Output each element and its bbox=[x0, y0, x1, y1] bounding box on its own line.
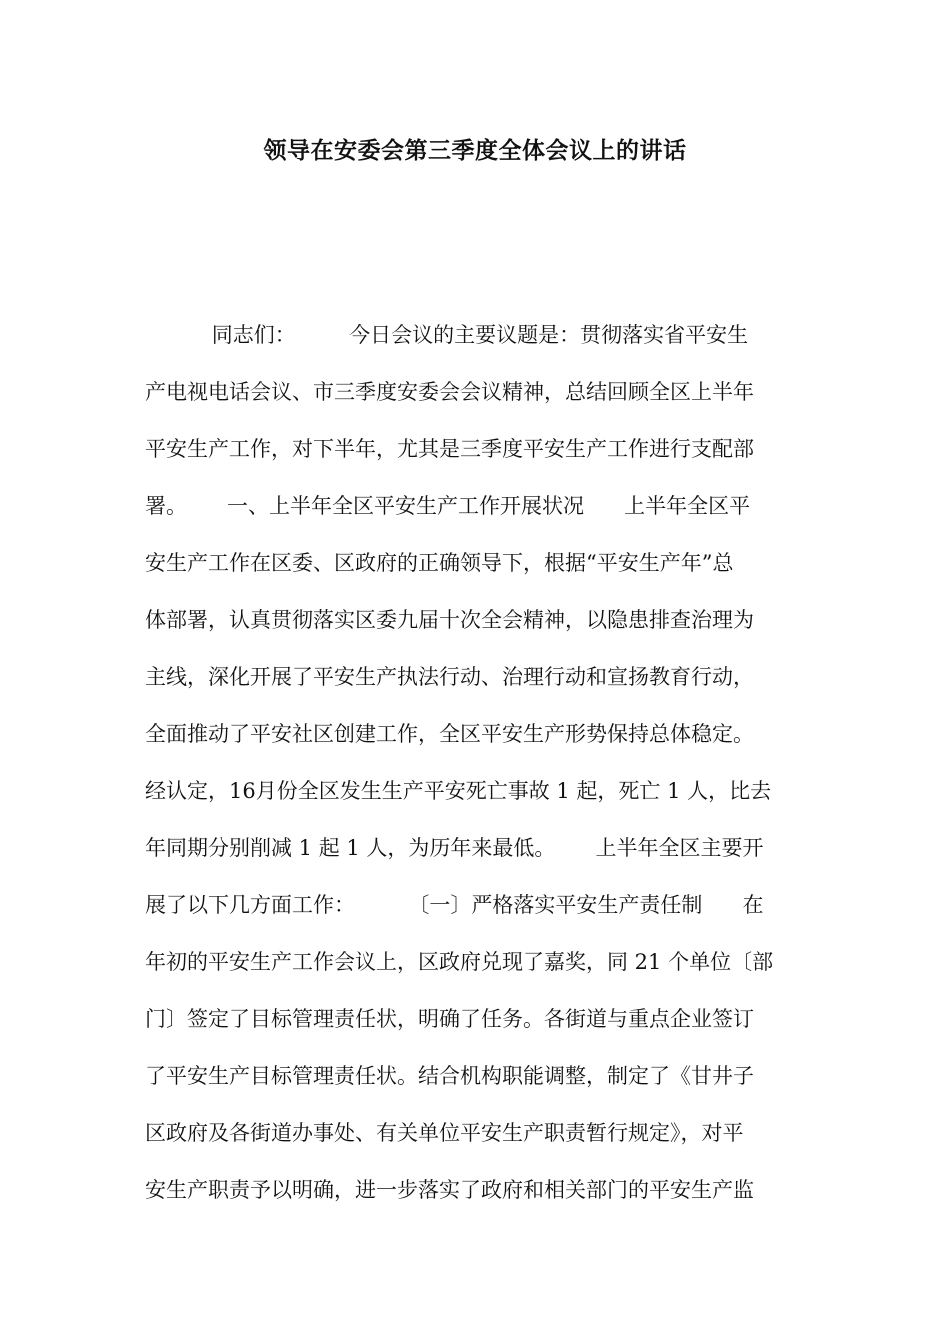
document-body bbox=[145, 316, 811, 1228]
body-line: 体部署，认真贯彻落实区委九届十次全会精神，以隐患排查治理为 bbox=[145, 608, 754, 632]
body-line: 同志们： 今日会议的主要议题是：贯彻落实省平安生 bbox=[145, 323, 749, 347]
document-title: 领导在安委会第三季度全体会议上的讲话 bbox=[263, 138, 687, 164]
body-line: 展了以下几方面工作： 〔一〕严格落实平安生产责任制 在 bbox=[145, 893, 764, 917]
body-line: 署。 一、上半年全区平安生产工作开展状况 上半年全区平 bbox=[145, 494, 751, 518]
body-line: 经认定，16月份全区发生生产平安死亡事故 1 起，死亡 1 人，比去 bbox=[145, 779, 772, 803]
body-line: 了平安生产目标管理责任状。结合机构职能调整，制定了《甘井子 bbox=[145, 1064, 754, 1088]
body-line: 产电视电话会议、市三季度安委会会议精神，总结回顾全区上半年 bbox=[145, 380, 754, 404]
body-line: 年同期分别削减 1 起 1 人，为历年来最低。 上半年全区主要开 bbox=[145, 836, 764, 860]
body-line: 安生产工作在区委、区政府的正确领导下，根据“平安生产年”总 bbox=[145, 551, 734, 575]
body-line: 安生产职责予以明确，进一步落实了政府和相关部门的平安生产监 bbox=[145, 1178, 754, 1202]
body-line: 平安生产工作，对下半年，尤其是三季度平安生产工作进行支配部 bbox=[145, 437, 754, 461]
body-line: 主线，深化开展了平安生产执法行动、治理行动和宣扬教育行动， bbox=[145, 665, 754, 689]
body-line: 区政府及各街道办事处、有关单位平安生产职责暂行规定》，对平 bbox=[145, 1121, 744, 1145]
body-line: 全面推动了平安社区创建工作，全区平安生产形势保持总体稳定。 bbox=[145, 722, 754, 746]
body-line: 年初的平安生产工作会议上，区政府兑现了嘉奖，同 21 个单位〔部 bbox=[145, 950, 774, 974]
body-line: 门〕签定了目标管理责任状，明确了任务。各街道与重点企业签订 bbox=[145, 1007, 754, 1031]
